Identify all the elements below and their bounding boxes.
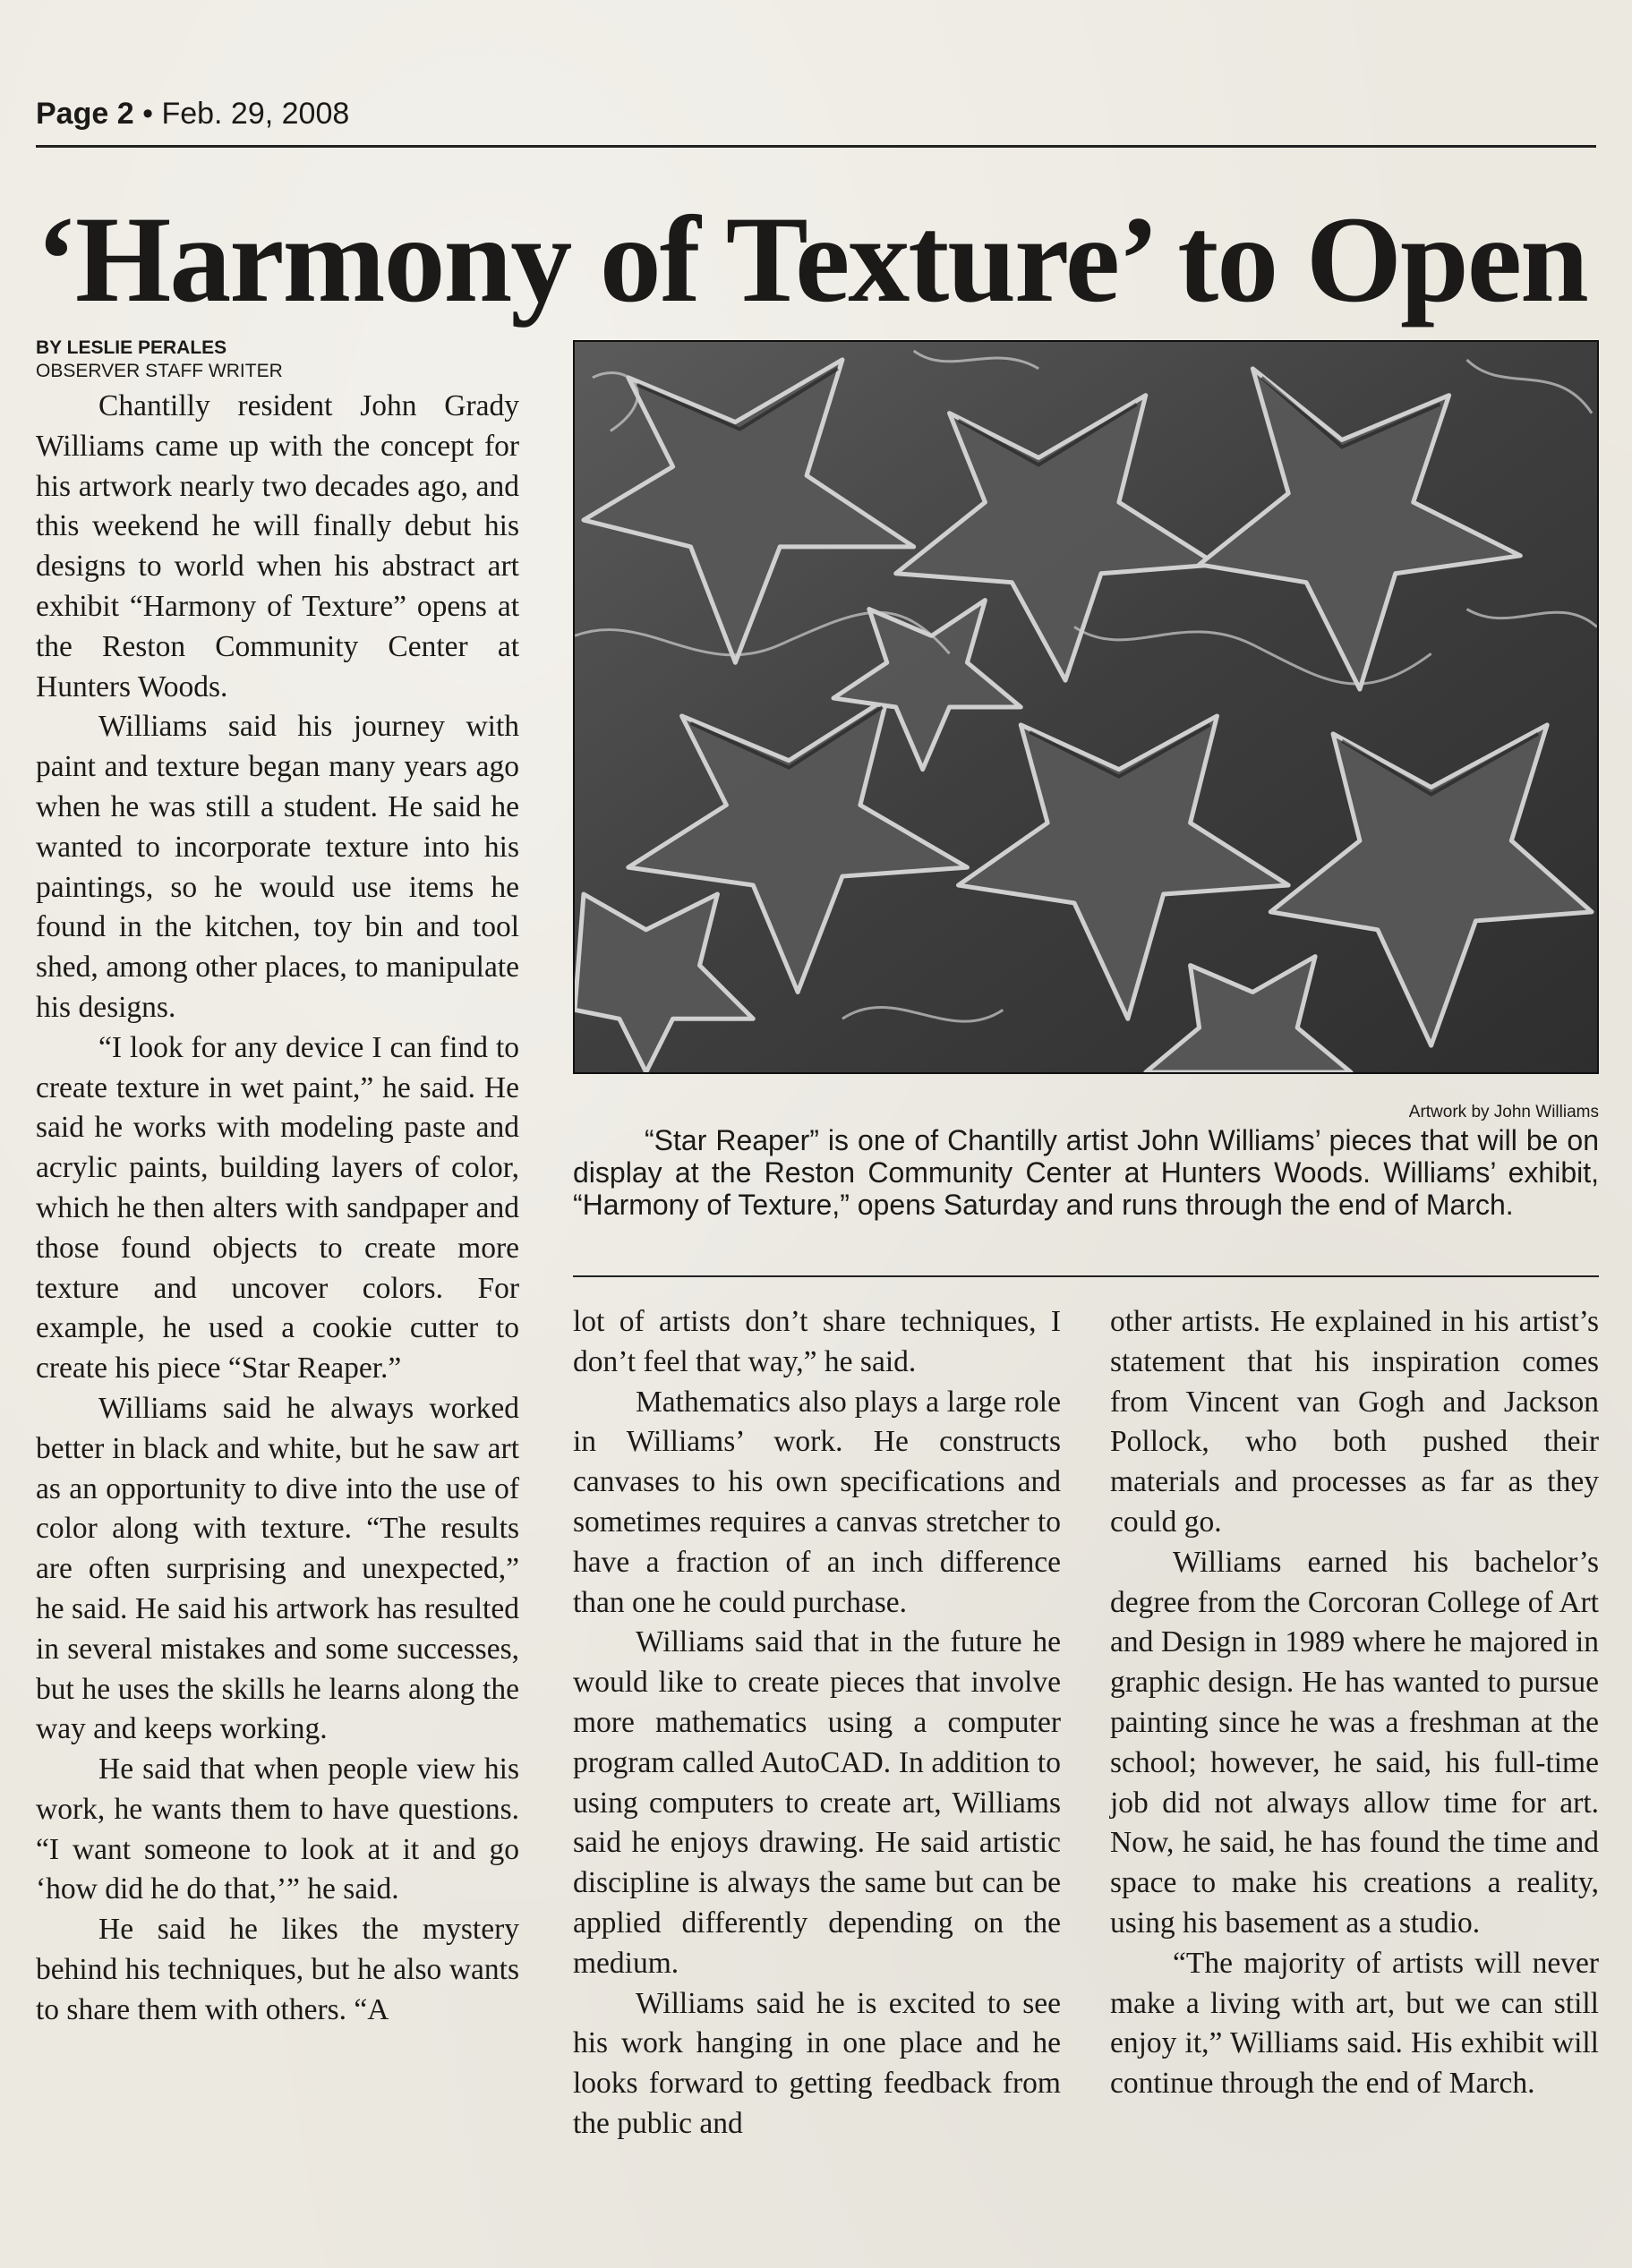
- byline-author: BY LESLIE PERALES: [36, 337, 227, 358]
- paragraph: Mathematics also plays a large role in Williams’ work. He constructs canvases to his own specifications and sometimes requires a canvas stretcher to have a fraction of an inch difference than one he could purchase.: [573, 1385, 1061, 1619]
- paragraph: other artists. He explained in his artist’s statement that his inspiration comes from Vincent van Gogh and Jackson Pollock, who both pushed their materials and processes as far as they could go.: [1110, 1305, 1599, 1539]
- paragraph: Williams said his journey with paint and texture began many years ago when he was still a student. He said he wanted to incorporate texture into his paintings, so he would use items he found in the kitchen, toy bin and tool shed, among other places, to manipulate his designs.: [36, 710, 519, 1024]
- article-column-3: [1110, 1302, 1599, 2104]
- paragraph: lot of artists don’t share techniques, I don’t feel that way,” he said.: [573, 1305, 1061, 1378]
- article-column-1: [36, 387, 519, 2031]
- paragraph: Chantilly resident John Grady Williams came up with the concept for his artwork nearly two decades ago, and this weekend he will finally debut his designs to world when his abstract art exhibit “Harmony of Texture” opens at the Reston Community Center at Hunters Woods.: [36, 389, 519, 703]
- page-folio: [36, 97, 349, 132]
- paragraph: Williams said he is excited to see his work hanging in one place and he looks forward to getting feedback from the public and: [573, 1986, 1061, 2140]
- headline: ‘Harmony of Texture’ to Open: [36, 191, 1587, 328]
- paragraph: He said he likes the mystery behind his techniques, but he also wants to share them with others. “A: [36, 1913, 519, 2026]
- star-reaper-artwork-image: [575, 342, 1597, 1072]
- article-column-2: [573, 1302, 1061, 2144]
- paragraph: Williams said that in the future he would like to create pieces that involve more mathematics using a computer program called AutoCAD. In addition to using computers to create art, Williams said he enjoys drawing. He said artistic discipline is always the same but can be applied differently depending on the medium.: [573, 1625, 1061, 1980]
- folio-separator: •: [142, 97, 153, 131]
- byline-role: OBSERVER STAFF WRITER: [36, 361, 283, 381]
- photo-caption: “Star Reaper” is one of Chantilly artist John Williams’ pieces that will be on display at the Reston Community Center at Hunters Woods. Williams’ exhibit, “Harmony of Texture,” opens Saturday and runs through the end of March.: [573, 1124, 1599, 1221]
- header-rule: [36, 145, 1596, 148]
- paragraph: He said that when people view his work, he wants them to have questions. “I want someone to look at it and go ‘how did he do that,’” he said.: [36, 1752, 519, 1906]
- page-number: Page 2: [36, 97, 134, 131]
- caption-rule: [573, 1275, 1599, 1277]
- photo-credit: Artwork by John Williams: [1408, 1103, 1599, 1121]
- paragraph: “The majority of artists will never make a living with art, but we can still enjoy it,” Williams said. His exhibit will continue through the end of March.: [1110, 1946, 1599, 2101]
- byline: [36, 337, 283, 383]
- artwork-photo: [573, 340, 1599, 1074]
- paragraph: Williams earned his bachelor’s degree from the Corcoran College of Art and Design in 1989 where he majored in graphic design. He has wanted to pursue painting since he was a freshman at the school; however, he said, his full-time job did not always allow time for art. Now, he said, he has found the time and space to make his creations a reality, using his basement as a studio.: [1110, 1545, 1599, 1940]
- paragraph: Williams said he always worked better in black and white, but he saw art as an opportunity to dive into the use of color along with texture. “The results are often surprising and unexpected,” he said. He said his artwork has resulted in several mistakes and some successes, but he uses the skills he learns along the way and keeps working.: [36, 1391, 519, 1746]
- issue-date: Feb. 29, 2008: [161, 97, 350, 131]
- paragraph: “I look for any device I can find to create texture in wet paint,” he said. He said he works with modeling paste and acrylic paints, building layers of color, which he then alters with sandpaper and those found objects to create more texture and uncover colors. For example, he used a cookie cutter to create his piece “Star Reaper.”: [36, 1030, 519, 1386]
